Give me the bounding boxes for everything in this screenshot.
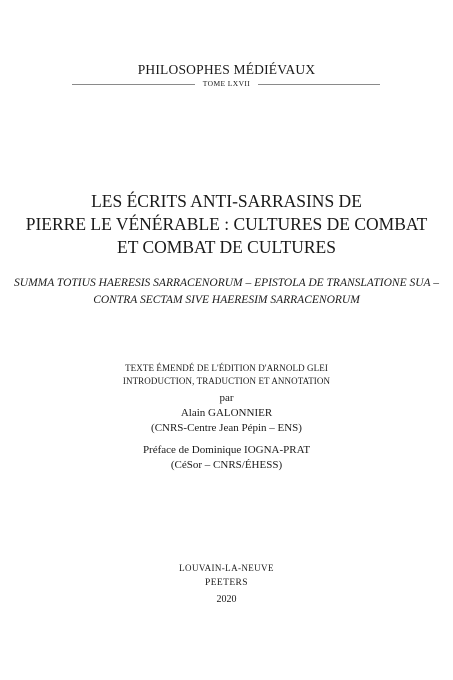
book-title-line-2: PIERRE LE VÉNÉRABLE : CULTURES DE COMBAT (25, 214, 428, 234)
subtitle-line-2: CONTRA SECTAM SIVE HAERESIM SARRACENORUM (93, 294, 360, 306)
publisher-name: PEETERS (205, 578, 248, 588)
series-tome: TOME LXVII (202, 79, 251, 88)
book-title-line-3: ET COMBAT DE CULTURES (117, 237, 336, 257)
author-name: Alain GALONNIER (180, 407, 273, 419)
preface-affiliation: (CéSor – CNRS/ÉHESS) (170, 459, 283, 471)
book-title-line-1: LES ÉCRITS ANTI-SARRASINS DE (91, 191, 362, 211)
publication-year: 2020 (216, 594, 237, 605)
author-by: par (219, 392, 234, 404)
edition-note-line-2: INTRODUCTION, TRADUCTION ET ANNOTATION (122, 376, 331, 386)
preface-credit: Préface de Dominique IOGNA-PRAT (142, 444, 311, 456)
publisher-place: LOUVAIN-LA-NEUVE (179, 563, 274, 573)
series-name: PHILOSOPHES MÉDIÉVAUX (137, 62, 316, 77)
author-affiliation: (CNRS-Centre Jean Pépin – ENS) (151, 422, 302, 434)
subtitle-line-1: SUMMA TOTIUS HAERESIS SARRACENORUM – EPISTOLA DE TRANSLATIONE SUA – (14, 277, 439, 289)
edition-note-line-1: TEXTE ÉMENDÉ DE L'ÉDITION D'ARNOLD GLEI (125, 363, 328, 373)
